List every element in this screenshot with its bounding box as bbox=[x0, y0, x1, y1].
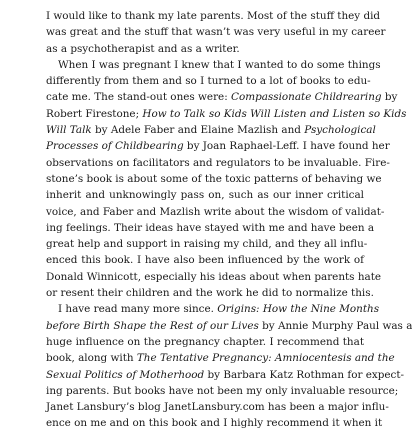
body-text: ing parents. But books have not been my only invaluable resource; bbox=[46, 384, 399, 397]
body-text: stone’s book is about some of the toxic patterns of behaving we bbox=[46, 172, 382, 185]
text-line bbox=[46, 24, 386, 40]
body-text: differently from them and so I turned to a lot of books to edu- bbox=[46, 75, 371, 88]
body-text: Robert Firestone; bbox=[46, 107, 143, 120]
italic-title-text: Sexual Politics of Motherhood bbox=[46, 368, 205, 381]
body-text: enced this book. I have also been influenced by the work of bbox=[46, 254, 364, 267]
body-text: huge influence on the pregnancy chapter. I recommend that bbox=[46, 335, 364, 348]
body-text: great help and support in raising my child, and they all influ- bbox=[46, 238, 368, 251]
italic-title-text: How to Talk so Kids Will Listen and Listen so Kids bbox=[142, 107, 407, 120]
body-text: I have read many more since. bbox=[58, 303, 218, 316]
italic-title-text: Will Talk bbox=[46, 124, 92, 137]
text-line bbox=[46, 89, 398, 105]
text-line bbox=[46, 122, 376, 138]
body-text: ence on me and on this book and I highly recommend it when it bbox=[46, 417, 383, 430]
italic-title-text: Origins: How the Nine Months bbox=[217, 303, 380, 316]
text-line bbox=[46, 171, 382, 187]
text-line bbox=[46, 334, 364, 350]
text-line bbox=[46, 57, 381, 73]
italic-title-text: Compassionate Childrearing bbox=[231, 91, 382, 104]
text-line bbox=[46, 41, 364, 57]
acknowledgements-text bbox=[46, 8, 412, 432]
body-text: by bbox=[381, 91, 398, 104]
text-line bbox=[46, 383, 399, 399]
body-text: inherit and unknowingly pass on, such as our inner critical bbox=[46, 189, 364, 202]
text-line bbox=[46, 204, 385, 220]
body-text: book, along with bbox=[46, 352, 137, 365]
text-line bbox=[46, 155, 390, 171]
italic-title-text: Processes of Childbearing bbox=[46, 140, 184, 153]
body-text: as a psychotherapist and as a writer. bbox=[46, 42, 240, 55]
text-line bbox=[46, 367, 405, 383]
body-text: voice, and Faber and Mazlish write about the wisdom of validat- bbox=[46, 205, 385, 218]
text-line bbox=[46, 285, 374, 301]
text-line bbox=[46, 301, 380, 317]
body-text: by Joan Raphael-Leff. I have found her bbox=[183, 140, 390, 153]
text-line bbox=[46, 73, 371, 89]
body-text: Donald Winnicott, especially his ideas about when parents hate bbox=[46, 270, 382, 283]
text-line bbox=[46, 399, 389, 415]
text-line bbox=[46, 138, 390, 154]
text-line bbox=[46, 415, 383, 431]
body-text: by Adele Faber and Elaine Mazlish and bbox=[91, 124, 305, 137]
text-line bbox=[46, 318, 412, 334]
body-text: cate me. The stand-out ones were: bbox=[46, 91, 232, 104]
text-line bbox=[46, 187, 364, 203]
text-line bbox=[46, 106, 407, 122]
italic-title-text: before Birth Shape the Rest of our Lives bbox=[46, 319, 259, 332]
body-text: by Annie Murphy Paul was a bbox=[258, 319, 412, 332]
body-text: When I was pregnant I knew that I wanted to do some things bbox=[58, 58, 381, 71]
italic-title-text: The Tentative Pregnancy: Amniocentesis and the bbox=[136, 352, 395, 365]
text-line bbox=[46, 350, 395, 366]
text-line bbox=[46, 220, 375, 236]
body-text: I would like to thank my late parents. Most of the stuff they did bbox=[46, 10, 381, 22]
body-text: was great and the stuff that wasn’t was very useful in my career bbox=[46, 26, 386, 39]
text-line bbox=[46, 8, 381, 24]
body-text: or resent their children and the work he did to normalize this. bbox=[46, 287, 374, 300]
text-line bbox=[46, 236, 368, 252]
text-line bbox=[46, 252, 364, 268]
body-text: ing feelings. Their ideas have stayed with me and have been a bbox=[46, 221, 375, 234]
text-line bbox=[46, 269, 382, 285]
body-text: Janet Lansbury’s blog JanetLansbury.com has been a major influ- bbox=[46, 401, 389, 414]
body-text: by Barbara Katz Rothman for expect- bbox=[204, 368, 405, 381]
body-text: observations on facilitators and regulators to be invaluable. Fire- bbox=[46, 156, 390, 169]
italic-title-text: Psychological bbox=[304, 124, 376, 137]
